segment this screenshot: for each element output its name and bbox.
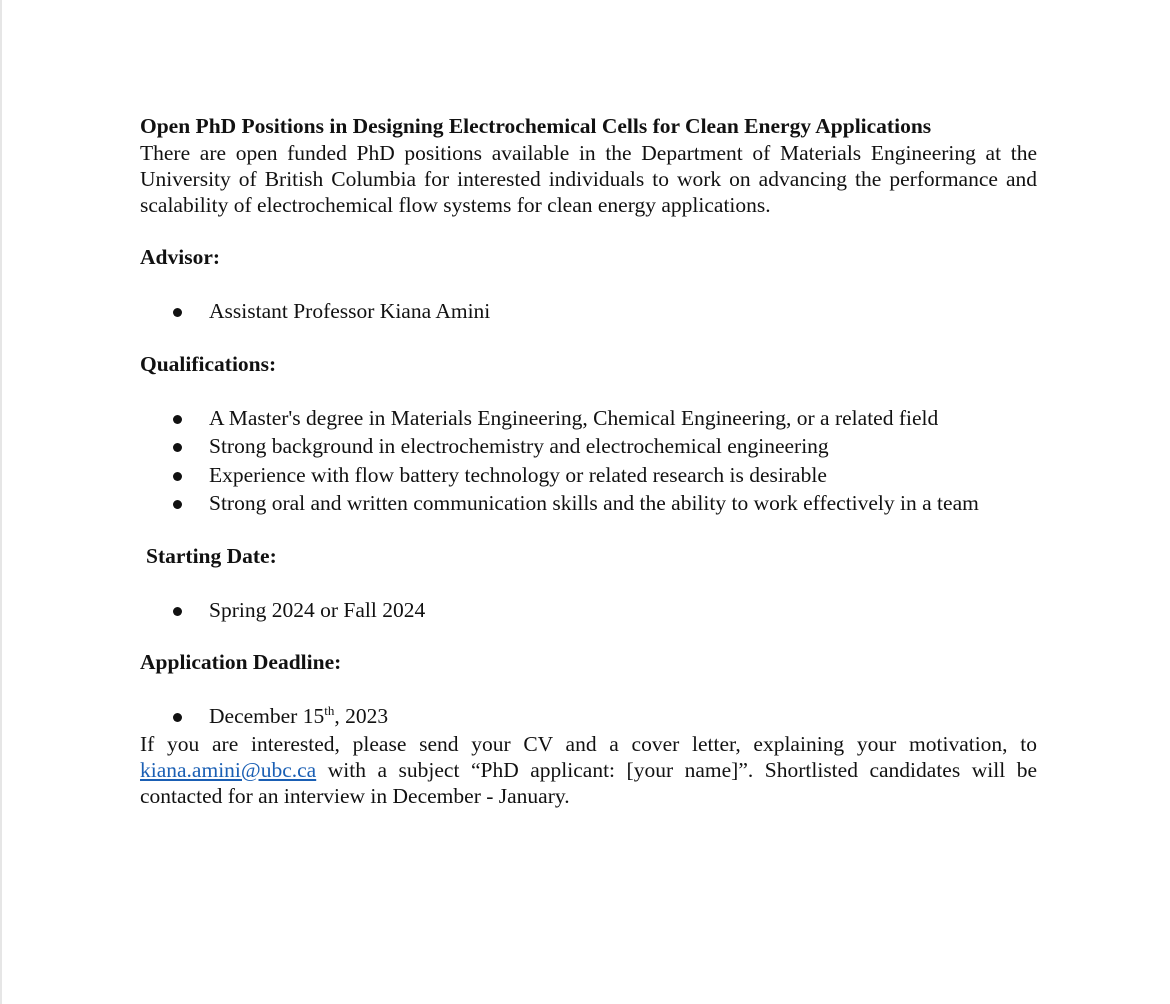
- bullet-icon: [173, 308, 182, 317]
- bullet-icon: [173, 443, 182, 452]
- email-link[interactable]: kiana.amini@ubc.ca: [140, 757, 317, 782]
- document-title: Open PhD Positions in Designing Electrochemical Cells for Clean Energy Applications: [140, 114, 932, 138]
- qualifications-heading: Qualifications:: [140, 351, 277, 376]
- closing-text-after: with a subject “PhD applicant: [your name]”. Shortlisted candidates will be contacted for an interview in December - January.: [140, 757, 1037, 808]
- qualification-text: A Master's degree in Materials Engineering, Chemical Engineering, or a related field: [209, 405, 939, 430]
- deadline-day: December 15: [209, 704, 325, 728]
- list-item: [140, 461, 1037, 490]
- closing-paragraph: [140, 731, 1037, 809]
- list-item: [140, 596, 1037, 625]
- starting-date-heading: Starting Date:: [146, 543, 277, 568]
- advisor-name: Assistant Professor Kiana Amini: [209, 299, 491, 323]
- starting-date-text: Spring 2024 or Fall 2024: [209, 597, 426, 622]
- list-item: [140, 702, 1037, 731]
- bullet-icon: [173, 415, 182, 424]
- bullet-icon: [173, 713, 182, 722]
- closing-text-before: If you are interested, please send your CV and a cover letter, explaining your motivation, to: [140, 731, 1037, 756]
- page-edge: [0, 0, 2, 1004]
- starting-date-list: [140, 596, 1037, 625]
- deadline-year: , 2023: [334, 704, 389, 728]
- qualifications-list: [140, 404, 1037, 518]
- list-item: [140, 404, 1037, 433]
- deadline-ordinal: th: [324, 703, 335, 718]
- advisor-heading: Advisor:: [140, 245, 221, 269]
- deadline-list: [140, 702, 1037, 731]
- qualification-text: Strong background in electrochemistry and electrochemical engineering: [209, 434, 829, 458]
- advisor-list: [140, 297, 1037, 326]
- document-body: [140, 112, 1037, 809]
- list-item: [140, 297, 1037, 326]
- list-item: [140, 489, 1037, 518]
- bullet-icon: [173, 607, 182, 616]
- bullet-icon: [173, 472, 182, 481]
- intro-paragraph: There are open funded PhD positions available in the Department of Materials Engineering at the University of British Columbia for interested individuals to work on advancing the performance and scalability of electrochemical flow systems for clean energy applications.: [140, 141, 1037, 217]
- qualification-text: Experience with flow battery technology or related research is desirable: [209, 462, 827, 487]
- qualification-text: Strong oral and written communication skills and the ability to work effectively in a team: [209, 491, 979, 515]
- bullet-icon: [173, 500, 182, 509]
- deadline-heading: Application Deadline:: [140, 650, 342, 674]
- list-item: [140, 432, 1037, 461]
